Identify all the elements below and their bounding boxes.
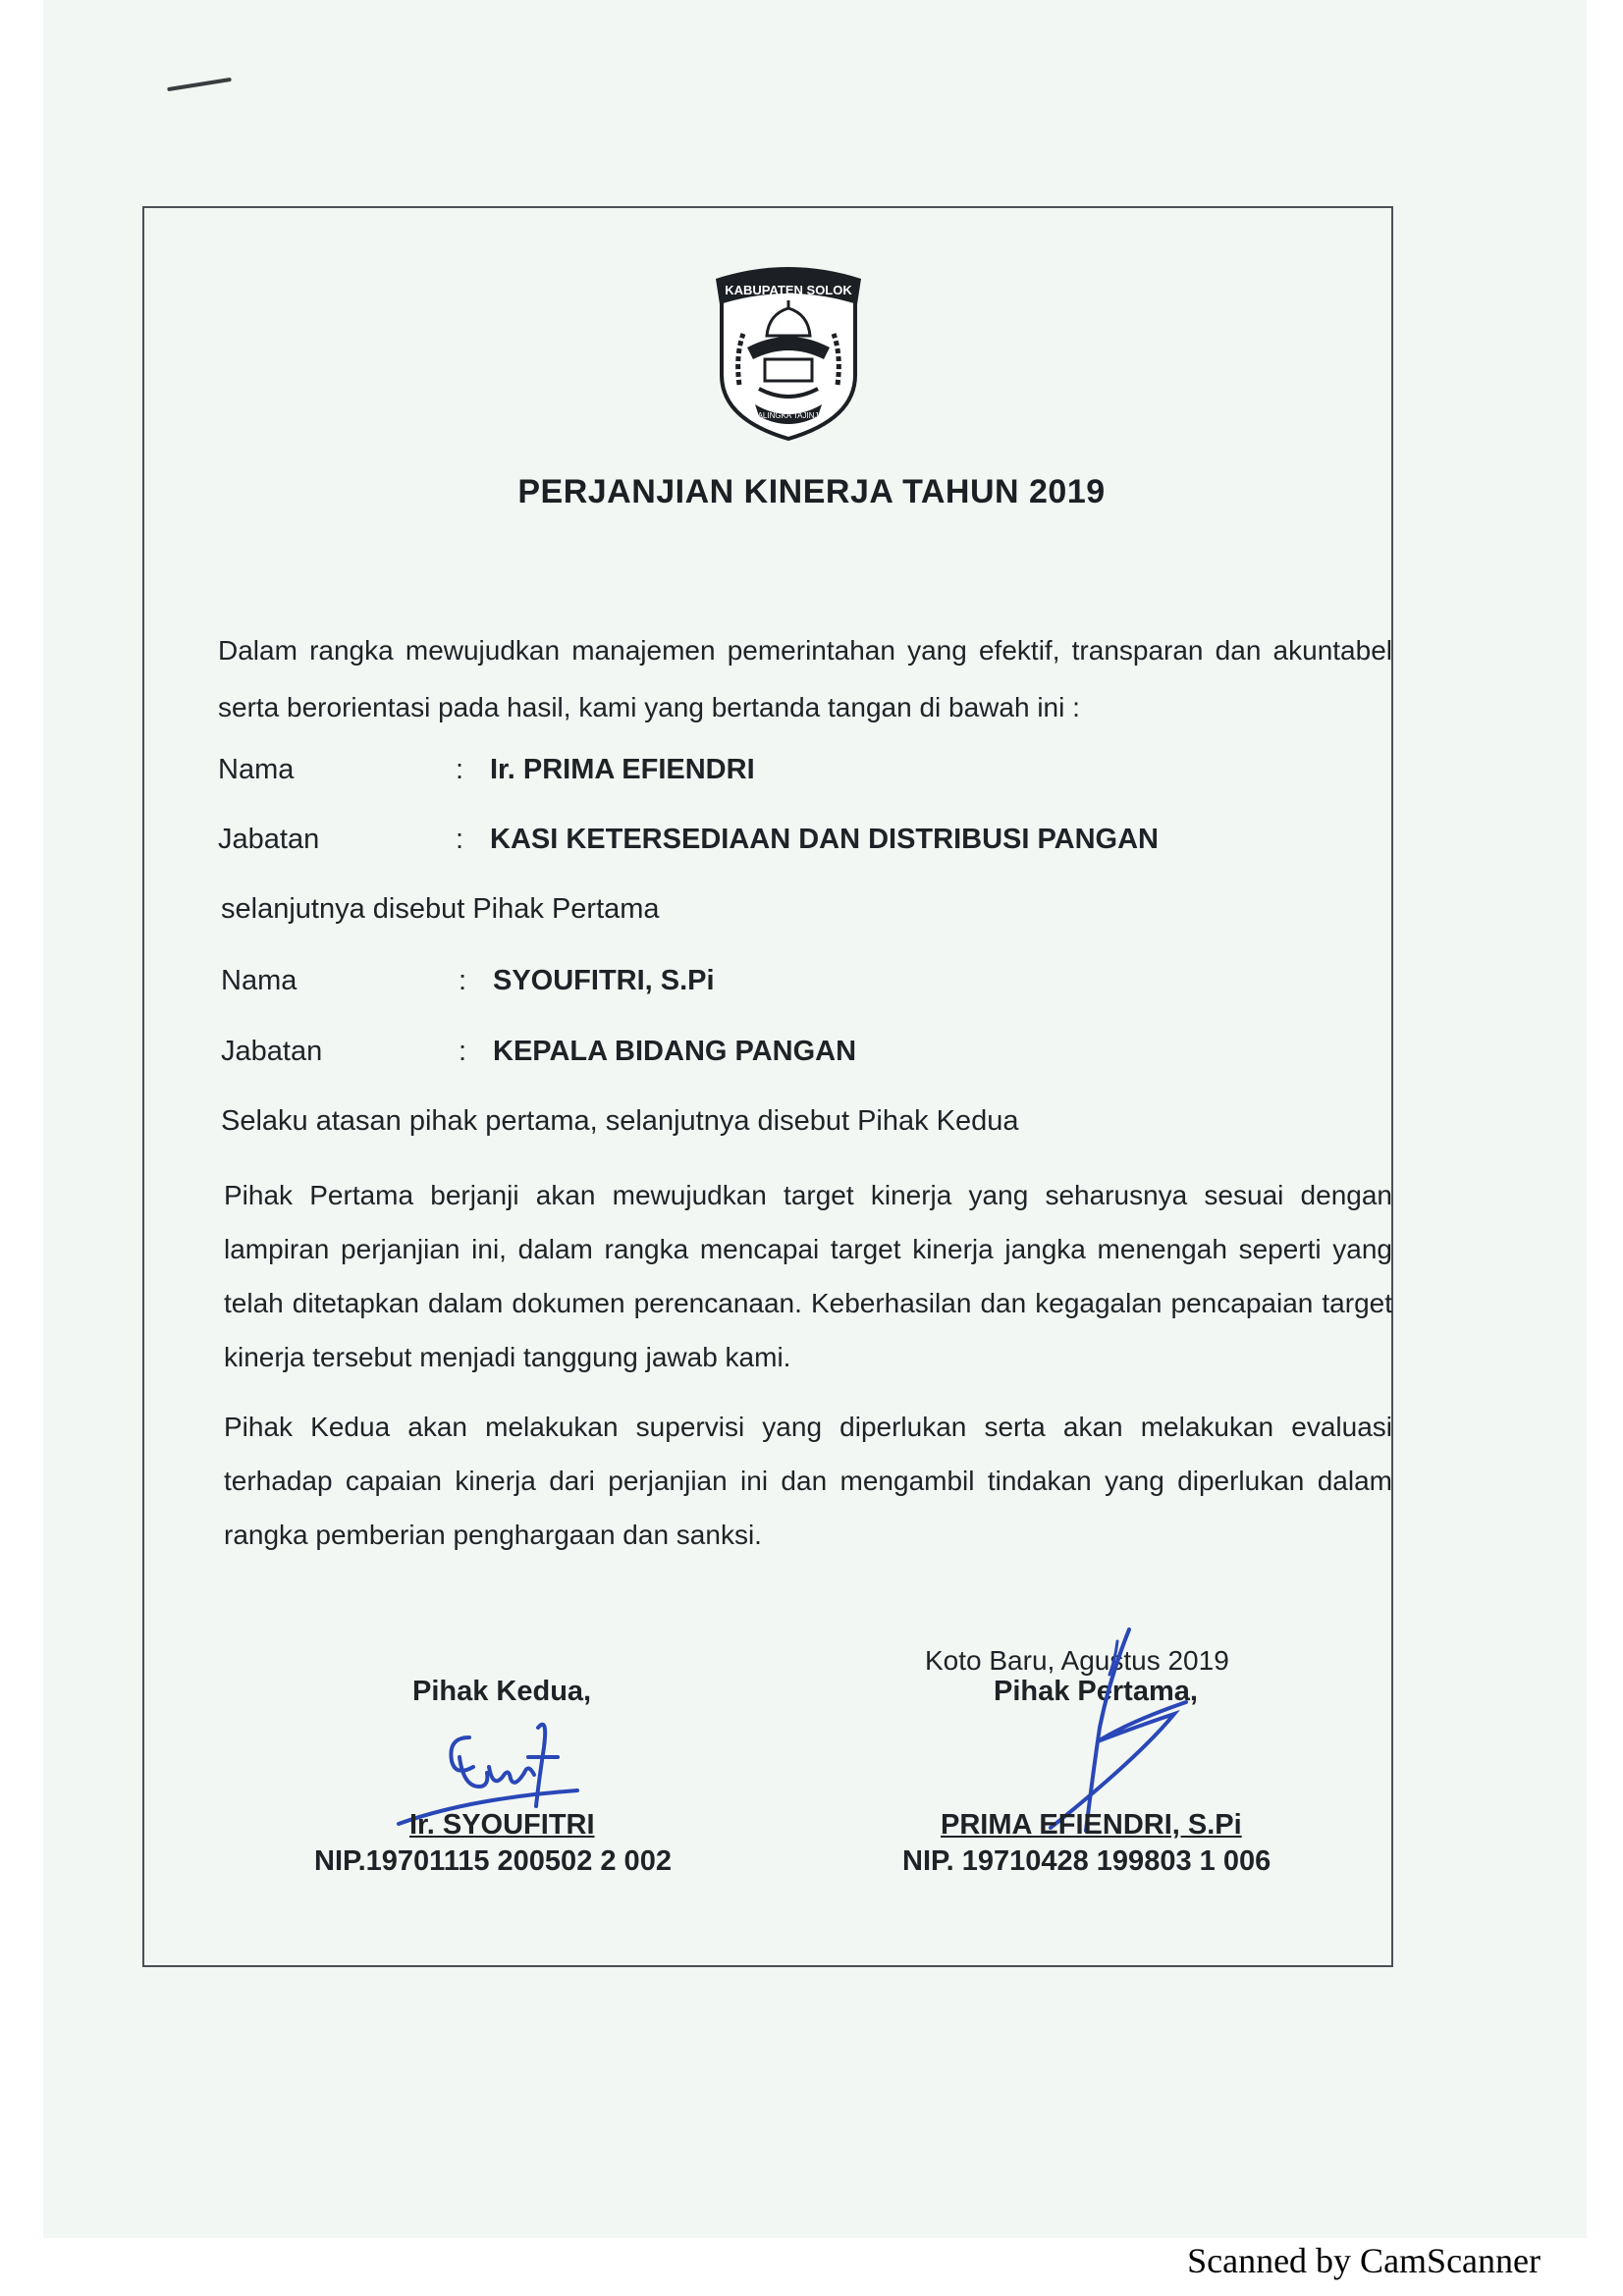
first-party-name-label: Nama <box>218 754 295 785</box>
colon: : <box>459 1036 467 1067</box>
second-party-name-label: Nama <box>221 965 298 996</box>
colon: : <box>459 965 467 996</box>
right-signatory-name: PRIMA EFIENDRI, S.Pi <box>941 1809 1242 1841</box>
kabupaten-solok-emblem-icon <box>710 257 867 444</box>
intro-paragraph: Dalam rangka mewujudkan manajemen pemerintahan yang efektif, transparan dan akuntabel serta berorientasi pada hasil, kami yang bertanda tangan di bawah ini : <box>218 635 1392 722</box>
second-party-position-label: Jabatan <box>221 1036 323 1067</box>
left-signatory-nip: NIP.19701115 200502 2 002 <box>314 1845 672 1877</box>
colon: : <box>456 754 464 785</box>
second-party-name-value: SYOUFITRI, S.Pi <box>493 965 715 996</box>
emblem-banner-text: KABUPATEN SOLOK <box>725 283 852 297</box>
first-party-designation: selanjutnya disebut Pihak Pertama <box>221 893 660 925</box>
left-signatory-heading: Pihak Kedua, <box>412 1676 592 1707</box>
document-title: PERJANJIAN KINERJA TAHUN 2019 <box>517 473 1106 510</box>
right-signatory-nip: NIP. 19710428 199803 1 006 <box>902 1845 1271 1877</box>
second-party-designation: Selaku atasan pihak pertama, selanjutnya disebut Pihak Kedua <box>221 1105 1019 1137</box>
commitment-paragraph: Pihak Pertama berjanji akan mewujudkan target kinerja yang seharusnya sesuai dengan lampiran perjanjian ini, dalam rangka mencapai target kinerja jangka menengah seperti yang telah ditetapkan dalam dokumen perencanaan. Keberhasilan dan kegagalan pencapaian target kinerja tersebut menjadi tanggung jawab kami. <box>224 1180 1392 1372</box>
first-party-position-label: Jabatan <box>218 824 320 855</box>
supervision-paragraph: Pihak Kedua akan melakukan supervisi yang diperlukan serta akan melakukan evaluasi terhadap capaian kinerja dari perjanjian ini dan mengambil tindakan yang diperlukan dalam rangka pemberian penghargaan dan sanksi. <box>224 1412 1392 1550</box>
scanner-watermark: Scanned by CamScanner <box>1187 2241 1541 2280</box>
emblem-motto-text: SALINGKA TAJINJO <box>752 411 825 420</box>
right-signatory-heading: Pihak Pertama, <box>994 1676 1198 1707</box>
place-date: Koto Baru, Agustus 2019 <box>925 1645 1229 1676</box>
left-signatory-name: Ir. SYOUFITRI <box>409 1809 595 1841</box>
first-party-position-value: KASI KETERSEDIAAN DAN DISTRIBUSI PANGAN <box>490 824 1160 855</box>
second-party-position-value: KEPALA BIDANG PANGAN <box>493 1036 857 1067</box>
first-party-name-value: Ir. PRIMA EFIENDRI <box>490 754 755 785</box>
colon: : <box>456 824 464 855</box>
